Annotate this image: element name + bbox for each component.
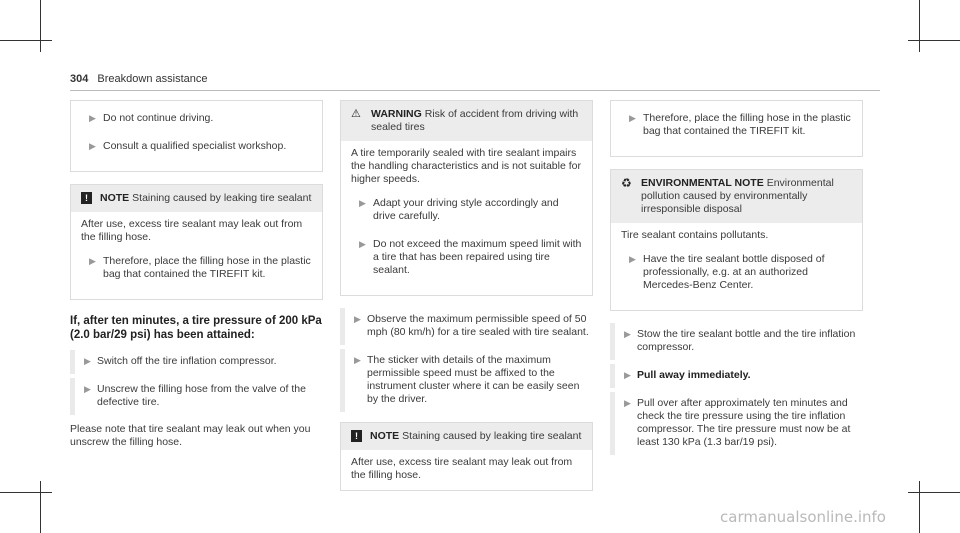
section-heading: If, after ten minutes, a tire pressure of 200 kPa (2.0 bar/29 psi) has been attained: [70,315,322,341]
arrow-right-icon: ▶ [89,113,96,123]
crop-mark [40,481,41,533]
crop-mark [919,481,920,533]
page-header [70,73,207,85]
exclamation-icon: ! [81,192,92,204]
step-item: ▶ Do not continue driving. [89,112,214,124]
arrow-right-icon: ▶ [84,384,91,394]
exclamation-icon: ! [351,430,362,442]
warning-label: WARNING [371,108,422,120]
column-3 [610,100,863,459]
warning-triangle-icon: ⚠ [351,108,361,120]
env-note-title: Environmental pollution caused by environmentally irresponsible disposal [641,177,834,215]
arrow-right-icon: ▶ [359,198,366,208]
env-note-body: Tire sealant contains pollutants. [621,229,769,241]
step-item: ▶ Consult a qualified specialist workshop. [89,140,287,152]
environment-icon: ♻ [621,176,632,190]
step-item: ▶ Do not exceed the maximum speed limit with a tire that has been repaired using tire sealant. [359,238,582,276]
note-title: Staining caused by leaking tire sealant [132,192,312,204]
arrow-right-icon: ▶ [84,356,91,366]
watermark: carmanualsonline.info [720,508,886,526]
crop-mark [40,0,41,52]
env-note-header [611,170,862,223]
arrow-right-icon: ▶ [89,141,96,151]
continued-box [610,100,863,157]
arrow-right-icon: ▶ [624,398,631,408]
arrow-right-icon: ▶ [629,254,636,264]
arrow-right-icon: ▶ [354,355,361,365]
note-box [70,184,323,300]
warning-header [341,101,592,141]
step-item: ▶ The sticker with details of the maximum permissible speed must be affixed to the instrument cluster where it can be easily seen by the driver. [340,349,593,412]
paragraph: Please note that tire sealant may leak out when you unscrew the filling hose. [70,423,311,448]
step-item: ▶ Therefore, place the filling hose in the plastic bag that contained the TIREFIT kit. [629,112,851,137]
header-divider [70,90,880,91]
crop-mark [908,492,960,493]
arrow-right-icon: ▶ [359,239,366,249]
column-2 [340,100,593,503]
column-1 [70,100,323,449]
step-item: ▶ Switch off the tire inflation compressor. [70,350,323,374]
crop-mark [0,40,52,41]
note-body: After use, excess tire sealant may leak out from the filling hose. [351,456,573,481]
arrow-right-icon: ▶ [629,113,636,123]
note-label: NOTE [370,430,400,442]
note-header [71,185,322,212]
crop-mark [0,492,52,493]
note-label: NOTE [100,192,130,204]
environmental-note-box [610,169,863,311]
page-number: 304 [70,73,89,85]
step-item: ▶ Pull away immediately. [610,364,863,388]
step-item: ▶ Adapt your driving style accordingly and drive carefully. [359,197,559,222]
arrow-right-icon: ▶ [624,329,631,339]
step-item: ▶ Pull over after approximately ten minutes and check the tire pressure using the tire inflation compressor. The tire pressure must now be at least 130 kPa (1.3 bar/19 psi). [610,392,863,455]
crop-mark [908,40,960,41]
note-title: Staining caused by leaking tire sealant [402,430,582,442]
arrow-right-icon: ▶ [89,256,96,266]
step-item: ▶ Observe the maximum permissible speed of 50 mph (80 km/h) for a tire sealed with tire sealant. [340,308,593,345]
warning-title: Risk of accident from driving with sealed tires [371,108,579,133]
note-box [340,422,593,491]
step-item: ▶ Stow the tire sealant bottle and the tire inflation compressor. [610,323,863,360]
warning-body: A tire temporarily sealed with tire sealant impairs the handling characteristics and is not suitable for higher speeds. [351,147,581,185]
crop-mark [919,0,920,52]
note-body: After use, excess tire sealant may leak out from the filling hose. [81,218,303,243]
step-item: ▶ Unscrew the filling hose from the valve of the defective tire. [70,378,323,415]
env-note-label: ENVIRONMENTAL NOTE [641,177,764,189]
section-title: Breakdown assistance [97,73,208,85]
warning-box [340,100,593,296]
continued-box [70,100,323,172]
step-item: ▶ Therefore, place the filling hose in the plastic bag that contained the TIREFIT kit. [89,255,311,280]
arrow-right-icon: ▶ [354,314,361,324]
note-header [341,423,592,450]
step-item: ▶ Have the tire sealant bottle disposed of professionally, e.g. at an authorized Mercedes-Benz Center. [629,253,825,291]
arrow-right-icon: ▶ [624,370,631,380]
